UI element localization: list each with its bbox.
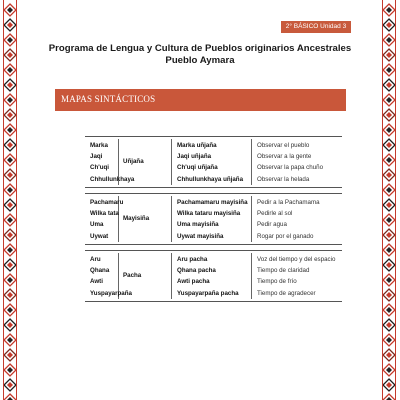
word: Pachamaru [90,199,124,206]
decorative-border-left [2,0,18,400]
title-line-2: Pueblo Aymara [165,55,235,66]
word: Qhana [90,267,110,275]
phrase: Jaqi uñjaña [177,153,212,161]
divider [171,253,172,299]
translation: Pedir a la Pachamama [257,199,320,206]
phrases-column [177,197,248,242]
phrase: Uma mayisiña [177,221,219,229]
phrase: Awti pacha [177,278,210,286]
section-banner [55,89,346,111]
phrase: Chhullunkhaya uñjaña [177,175,244,183]
translation: Tiempo de agradecer [257,289,316,297]
phrase: Pachamamaru mayisiña [177,199,248,206]
map-group [85,250,342,302]
word: Uma [90,221,104,229]
translation: Rogar por el ganado [257,232,314,240]
word: Jaqi [90,153,103,161]
map-group [85,136,342,188]
phrase: Marka uñjaña [177,142,217,149]
word: Chhullunkhaya [90,175,135,183]
word: Yuspayarpaña [90,289,132,297]
verb: Mayisiña [123,215,150,222]
decorative-border-right [381,0,397,400]
phrase: Wilka tataru mayisiña [177,210,241,218]
translations-column [257,197,320,242]
map-group [85,193,342,245]
section-banner-label: MAPAS SINTÁCTICOS [61,94,156,104]
translation: Pedir agua [257,221,287,229]
translation: Tiempo de frío [257,278,297,286]
phrase: Qhana pacha [177,267,216,275]
word: Marka [90,142,108,149]
phrase: Yuspayarpaña pacha [177,289,239,297]
phrase: Uywat mayisiña [177,232,224,240]
word: Awti [90,278,103,286]
word: Uywat [90,232,109,240]
translations-column [257,140,323,185]
grade-unit-badge: 2° BÁSICO Unidad 3 [281,21,351,33]
translation: Observar a la gente [257,153,312,161]
translation: Observar la papa chuño [257,164,324,172]
word: Wilka tata [90,210,119,218]
phrase: Ch'uqi uñjaña [177,164,218,172]
word: Ch'uqi [90,164,109,172]
translation: Observar la helada [257,175,310,183]
word: Aru [90,256,101,263]
translation: Voz del tiempo y del espacio [257,256,336,263]
verb: Uñjaña [123,158,144,165]
translation: Tiempo de claridad [257,267,310,275]
title-line-1: Programa de Lengua y Cultura de Pueblos originarios Ancestrales [48,43,352,54]
translations-column [257,254,335,299]
phrases-column [177,254,239,299]
words-column [90,197,123,242]
divider [251,196,252,242]
page-title [40,43,360,67]
divider [251,139,252,185]
verb: Pacha [123,272,142,279]
divider [251,253,252,299]
translation: Observar el pueblo [257,142,310,149]
divider [171,196,172,242]
translation: Pedirle al sol [257,210,293,218]
phrase: Aru pacha [177,256,208,263]
phrases-column [177,140,243,185]
divider [171,139,172,185]
